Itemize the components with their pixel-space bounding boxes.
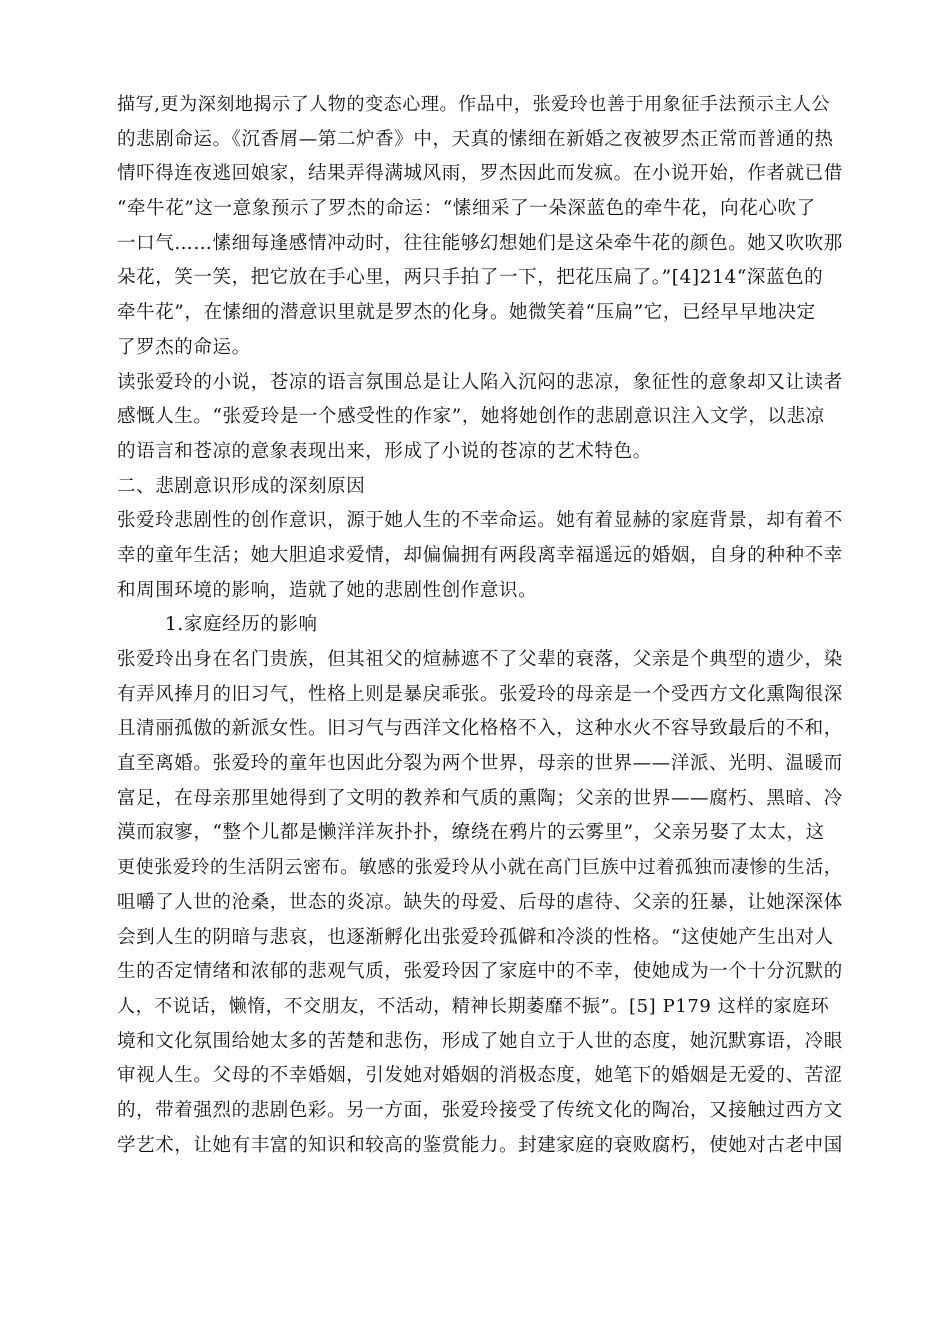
text-line: 更使张爱玲的生活阴云密布。敏感的张爱玲从小就在高门巨族中过着孤独而凄惨的生活， [117,857,843,879]
document-page [117,88,847,1163]
text-line: 人，不说话，懒惰，不交朋友，不活动，精神长期萎靡不振”。[5] P179 这样的家庭环 [117,995,830,1017]
text-line: 学艺术，让她有丰富的知识和较高的鉴赏能力。封建家庭的衰败腐朽，使她对古老中国 [117,1134,843,1156]
text-line: 了罗杰的命运。 [117,336,251,358]
text-line: 且清丽孤傲的新派女性。旧习气与西洋文化格格不入，这种水火不容导致最后的不和， [117,718,843,740]
text-line: 感慨人生。“张爱玲是一个感受性的作家”，她将她创作的悲剧意识注入文学，以悲凉 [117,406,825,428]
text-line: 朵花，笑一笑，把它放在手心里，两只手拍了一下，把花压扁了。”[4]214“深蓝色的 [117,267,824,289]
text-line: 情吓得连夜逃回娘家，结果弄得满城风雨，罗杰因此而发疯。在小说开始，作者就已借 [117,163,843,185]
section-heading: 二、悲剧意识形成的深刻原因 [117,475,366,497]
text-line: 牵牛花”，在愫细的潜意识里就是罗杰的化身。她微笑着“压扁”它，已经早早地决定 [117,302,816,324]
text-line: 漠而寂寥，“整个儿都是懒洋洋灰扑扑，缭绕在鸦片的云雾里”，父亲另娶了太太，这 [117,822,825,844]
text-line: 境和文化氛围给她太多的苦楚和悲伤，形成了她自立于人世的态度，她沉默寡语，冷眼 [117,1030,843,1052]
text-line: 生的否定情绪和浓郁的悲观气质，张爱玲因了家庭中的不幸，使她成为一个十分沉默的 [117,961,843,983]
text-line: 张爱玲悲剧性的创作意识，源于她人生的不幸命运。她有着显赫的家庭背景，却有着不 [117,510,843,532]
text-line: 的悲剧命运。《沉香屑—第二炉香》中，天真的愫细在新婚之夜被罗杰正常而普通的热 [117,128,834,150]
text-line: 咀嚼了人世的沧桑，世态的炎凉。缺失的母爱、后母的虐待、父亲的狂暴，让她深深体 [117,891,843,913]
text-line: 的语言和苍凉的意象表现出来，形成了小说的苍凉的艺术特色。 [117,440,652,462]
text-line: 和周围环境的影响，造就了她的悲剧性创作意识。 [117,579,538,601]
text-line: 张爱玲出身在名门贵族，但其祖父的煊赫遮不了父辈的衰落，父亲是个典型的遗少，染 [117,649,843,670]
text-line: 富足，在母亲那里她得到了文明的教养和气质的熏陶；父亲的世界——腐朽、黑暗、冷 [117,787,843,809]
text-line: 幸的童年生活；她大胆追求爱情，却偏偏拥有两段离幸福遥远的婚姻，自身的种种不幸 [117,544,843,566]
text-line: “牵牛花”这一意象预示了罗杰的命运：“愫细采了一朵深蓝色的牵牛花，向花心吹了 [117,198,816,220]
text-line: 直至离婚。张爱玲的童年也因此分裂为两个世界，母亲的世界——洋派、光明、温暖而 [117,753,843,775]
text-line: 描写,更为深刻地揭示了人物的变态心理。作品中，张爱玲也善于用象征手法预示主人公 [117,94,831,115]
text-line: 会到人生的阴暗与悲哀，也逐渐孵化出张爱玲孤僻和冷淡的性格。“这使她产生出对人 [117,926,834,948]
text-line: 读张爱玲的小说，苍凉的语言氛围总是让人陷入沉闷的悲凉，象征性的意象却又让读者 [117,371,843,393]
text-line: 审视人生。父母的不幸婚姻，引发她对婚姻的消极态度，她笔下的婚姻是无爱的、苦涩 [117,1065,843,1087]
text-line: 有弄风捧月的旧习气，性格上则是暴戾乖张。张爱玲的母亲是一个受西方文化熏陶很深 [117,683,843,705]
text-line: 的，带着强烈的悲剧色彩。另一方面，张爱玲接受了传统文化的陶冶，又接触过西方文 [117,1099,843,1121]
subsection-heading: 1.家庭经历的影响 [165,614,318,636]
text-line: 一口气……愫细每逢感情冲动时，往往能够幻想她们是这朵牵牛花的颜色。她又吹吹那 [117,232,843,254]
